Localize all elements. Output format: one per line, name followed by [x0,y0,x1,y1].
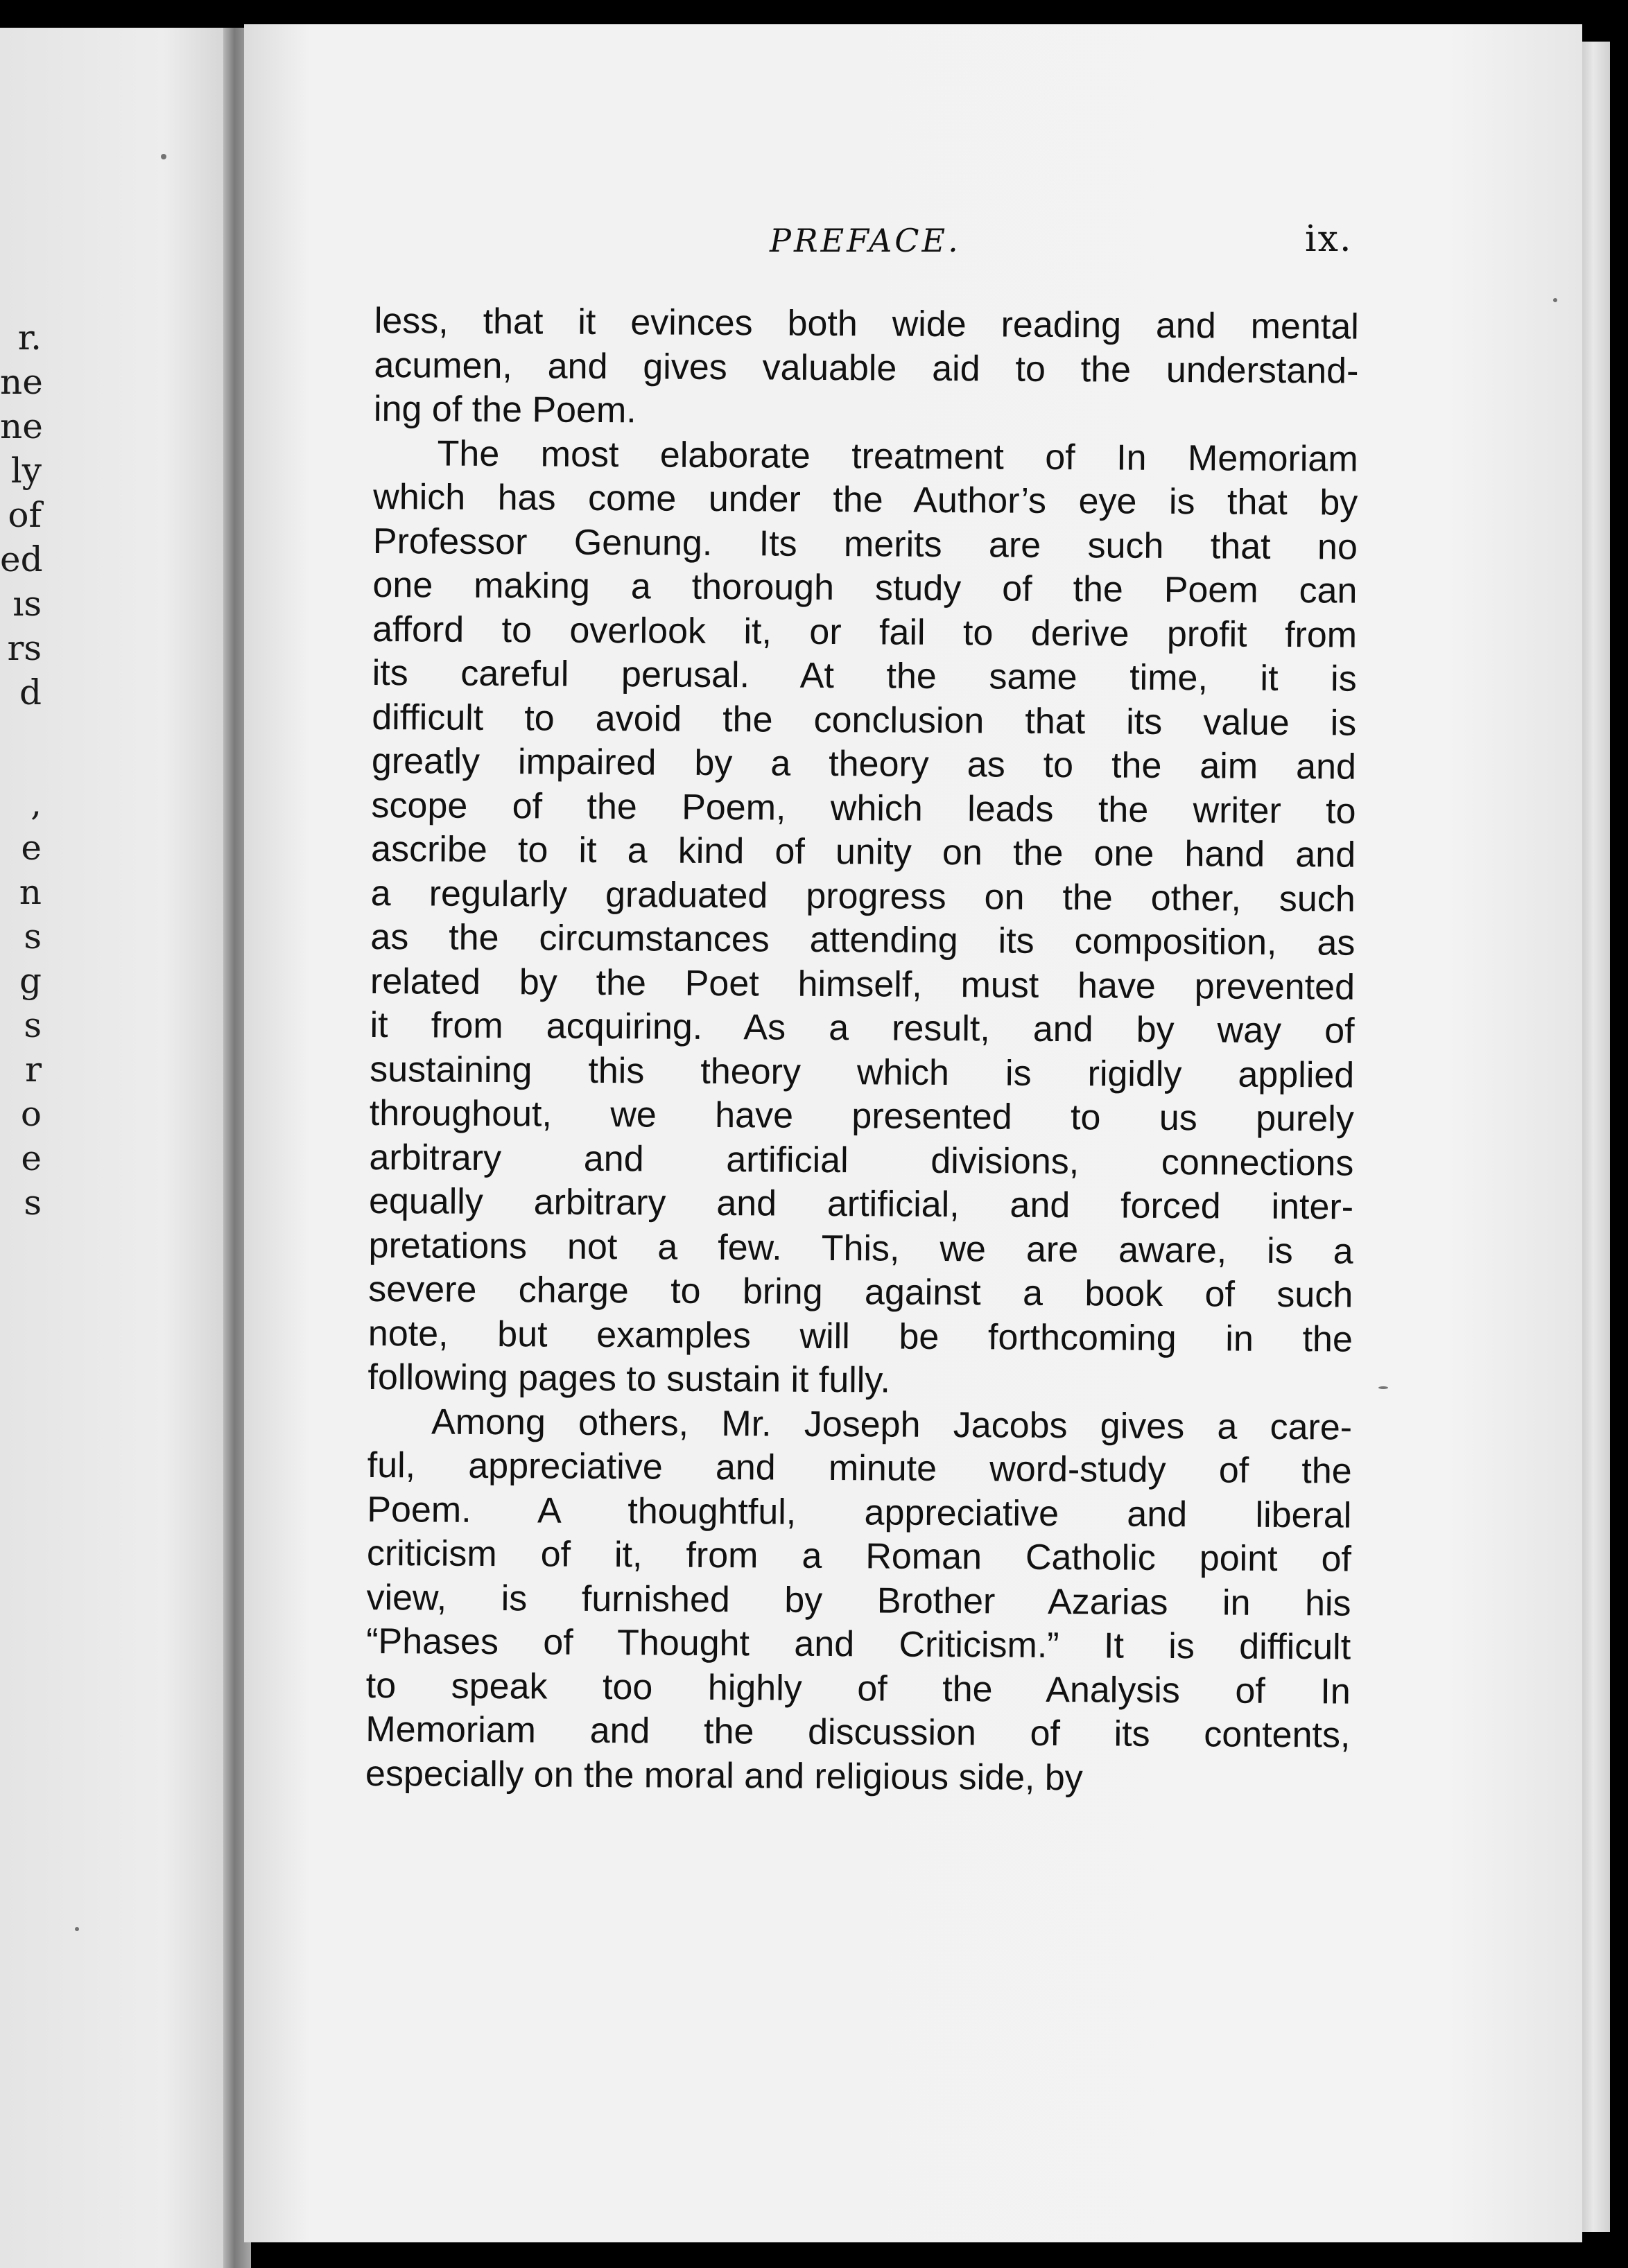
text-line: note, but examples will be forthcoming in the [367,1313,1353,1360]
previous-page-fragment: e [21,1138,42,1178]
paragraph [374,299,1359,437]
text-line: it from acquiring. As a result, and by way of [370,1004,1355,1052]
text-line: afford to overlook it, or fail to derive profit from [372,609,1358,656]
text-line: a regularly graduated progress on the other, such [370,873,1356,920]
text-line: Poem. A thoughtful, appreciative and liberal [367,1489,1352,1536]
previous-page-fragment: s [24,916,42,957]
text-line: less, that it evinces both wide reading and mental [374,300,1359,347]
previous-page-fragment: r. [17,317,42,358]
previous-page-fragment: o [20,1094,42,1134]
text-line: view, is furnished by Brother Azarias in his [366,1577,1351,1624]
text-line: Memoriam and the discussion of its contents, [365,1709,1351,1756]
text-line: following pages to sustain it fully. [367,1357,891,1401]
text-line: greatly impaired by a theory as to the aim and [371,740,1357,787]
previous-page-fragment: , [31,783,42,823]
text-line: ascribe to it a kind of unity on the one hand and [370,828,1356,875]
paragraph [365,1399,1352,1802]
dust-speck [1553,298,1557,302]
paragraph [367,431,1358,1406]
text-line: which has come under the Author’s eye is that by [373,476,1358,523]
text-line: pretations not a few. This, we are aware, is a [368,1225,1353,1272]
body-text [365,299,1359,1802]
text-line: to speak too highly of the Analysis of In [365,1665,1351,1712]
previous-page-fragment: r [25,1049,42,1090]
previous-page-fragment: g [19,961,42,1001]
previous-page-edge [0,28,234,2268]
previous-page-fragment: ed [0,539,43,579]
previous-page-fragment: s [24,1005,42,1045]
previous-page-fragment: ne [0,362,43,402]
text-line: as the circumstances attending its composition, as [370,916,1356,963]
text-line: one making a thorough study of the Poem can [372,564,1358,611]
text-line: arbitrary and artificial divisions, connections [369,1137,1354,1184]
text-line: ful, appreciative and minute word-study of the [367,1445,1352,1492]
dust-speck [1378,1386,1388,1389]
previous-page-fragment: s [24,1183,42,1223]
text-line: The most elaborate treatment of In Memoriam [437,433,1358,480]
text-line: Professor Genung. Its merits are such that no [372,521,1358,568]
text-line: acumen, and gives valuable aid to the understand- [374,344,1359,392]
previous-page-fragment: rs [7,628,42,668]
text-line: ing of the Poem. [373,388,637,431]
text-line: Among others, Mr. Joseph Jacobs gives a care- [431,1402,1353,1448]
text-line: sustaining this theory which is rigidly applied [370,1049,1355,1096]
previous-page-fragment: d [19,672,42,713]
text-line: its careful perusal. At the same time, it is [372,652,1357,699]
previous-page-fragment: ne [0,406,43,446]
previous-page-text-fragments [0,315,42,1225]
text-line: severe charge to bring against a book of such [368,1268,1353,1316]
text-line: related by the Poet himself, must have prevented [370,961,1356,1008]
running-title: PREFACE. [770,222,961,259]
page-number: ix. [1305,218,1353,260]
previous-page-fragment: of [8,495,42,535]
dust-speck [75,1927,79,1931]
text-line: equally arbitrary and artificial, and forced inter- [368,1180,1354,1228]
previous-page-fragment: e [21,828,42,868]
text-line: criticism of it, from a Roman Catholic point of [366,1533,1352,1580]
dust-speck [161,154,166,159]
text-line: scope of the Poem, which leads the writer to [371,785,1356,832]
page-edge [1582,42,1610,2232]
text-line: especially on the moral and religious side, by [365,1753,1083,1798]
text-line: “Phases of Thought and Criticism.” It is difficult [365,1621,1351,1668]
text-line: throughout, we have presented to us purely [369,1092,1354,1140]
previous-page-fragment: ıs [12,584,42,624]
previous-page-fragment: ly [10,451,42,491]
text-line: difficult to avoid the conclusion that its value is [372,697,1357,744]
previous-page-fragment: n [19,872,42,912]
